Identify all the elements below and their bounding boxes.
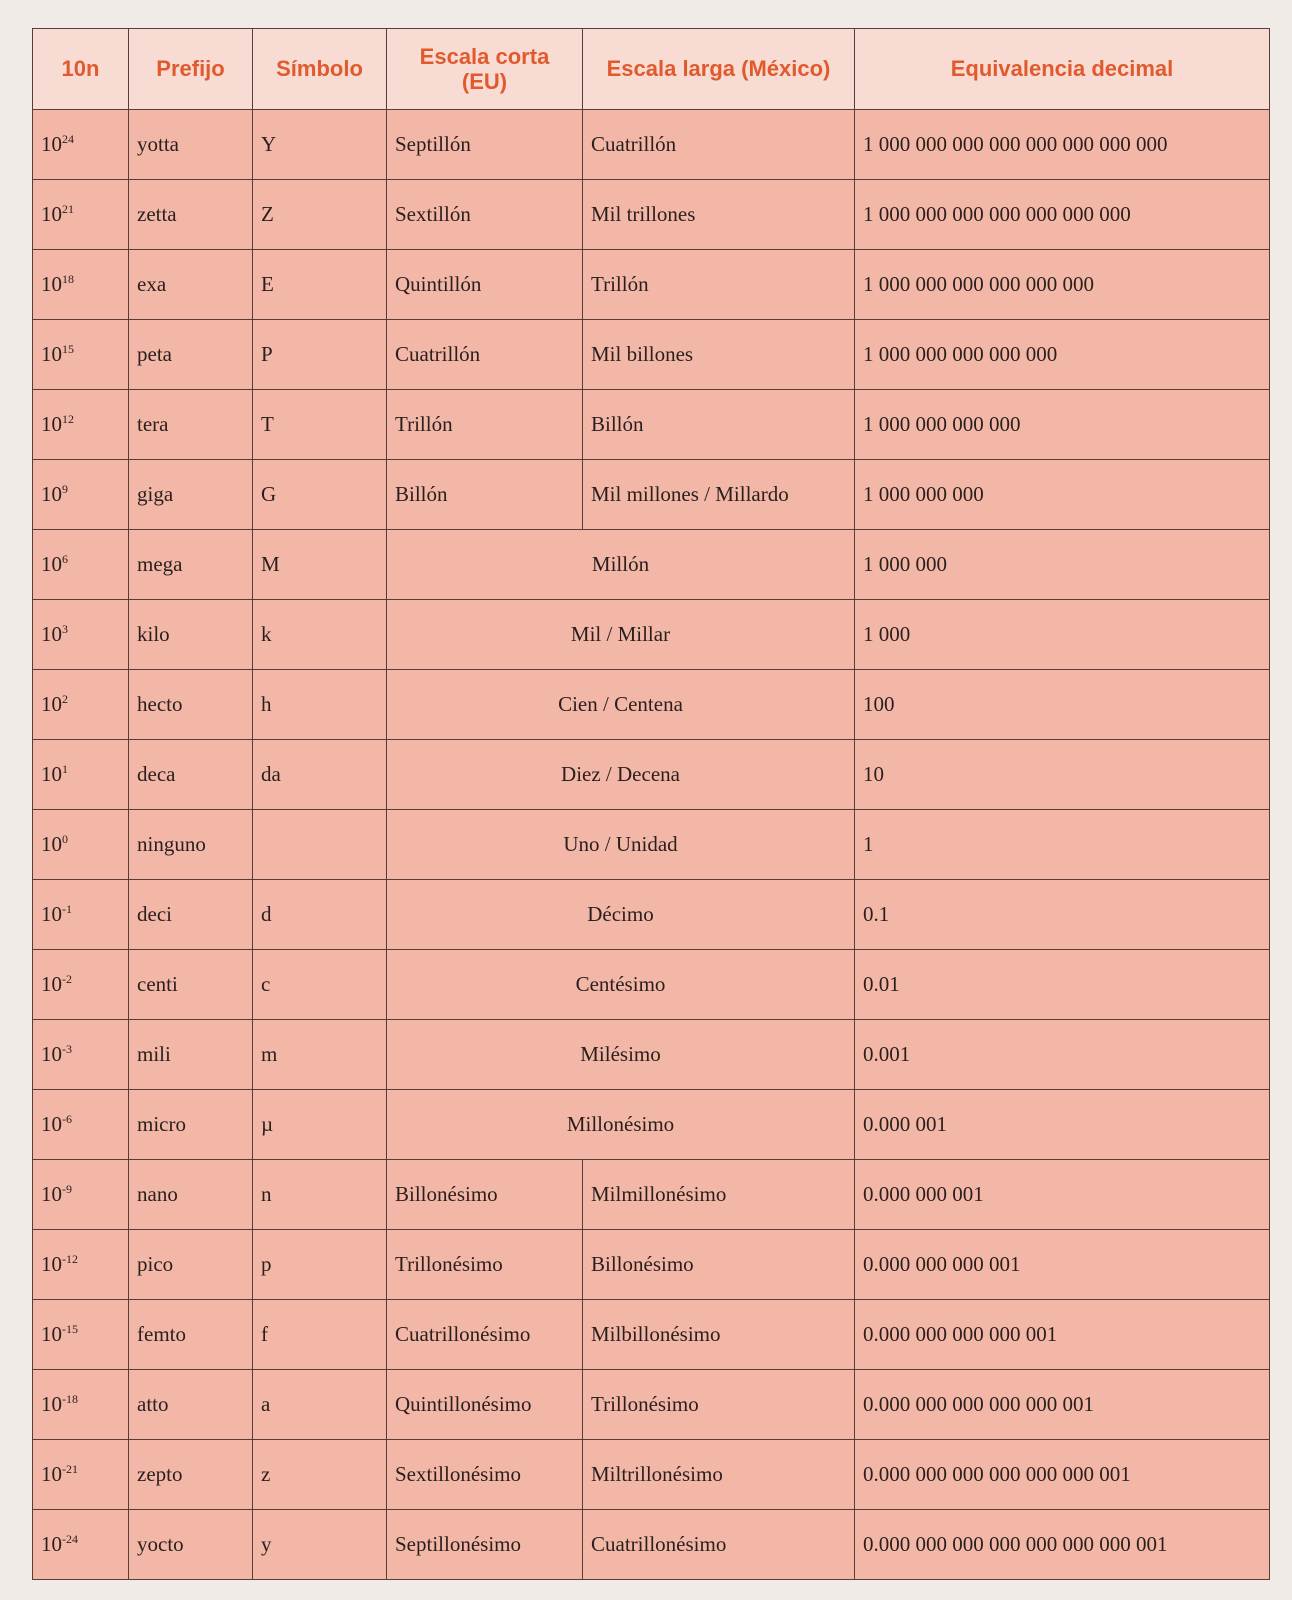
decimal-cell: 0.01 [855,950,1270,1020]
short-scale-cell: Quintillonésimo [387,1370,583,1440]
power-cell [33,1230,129,1300]
prefix-cell: yocto [129,1510,253,1580]
prefix-cell: zetta [129,180,253,250]
decimal-cell: 0.1 [855,880,1270,950]
decimal-cell: 1 000 000 000 000 000 000 000 000 [855,110,1270,180]
power-base: 10 [41,1252,62,1276]
header-short-scale: Escala corta (EU) [387,29,583,110]
scale-name-cell: Mil / Millar [387,600,855,670]
symbol-cell: y [253,1510,387,1580]
power-base: 10 [41,482,62,506]
table-row [33,390,1270,460]
table-row [33,1160,1270,1230]
power-base: 10 [41,902,62,926]
short-scale-cell: Billón [387,460,583,530]
power-exponent: 21 [62,202,74,216]
short-scale-cell: Sextillón [387,180,583,250]
decimal-cell: 0.000 000 000 001 [855,1230,1270,1300]
power-cell [33,1090,129,1160]
symbol-cell: z [253,1440,387,1510]
power-cell [33,1300,129,1370]
table-row [33,320,1270,390]
prefix-cell: giga [129,460,253,530]
power-cell [33,180,129,250]
power-exponent: 18 [62,272,74,286]
table-row [33,950,1270,1020]
power-exponent: 9 [62,482,68,496]
prefix-cell: pico [129,1230,253,1300]
symbol-cell: p [253,1230,387,1300]
symbol-cell [253,810,387,880]
table-row [33,250,1270,320]
table-row [33,600,1270,670]
si-prefix-table [32,28,1270,1580]
prefix-cell: atto [129,1370,253,1440]
symbol-cell: c [253,950,387,1020]
power-base: 10 [41,972,62,996]
power-base: 10 [41,1042,62,1066]
power-exponent: -21 [62,1462,78,1476]
symbol-cell: M [253,530,387,600]
power-exponent: -1 [62,902,72,916]
power-cell [33,670,129,740]
decimal-cell: 1 [855,810,1270,880]
symbol-cell: Y [253,110,387,180]
prefix-cell: hecto [129,670,253,740]
scale-name-cell: Uno / Unidad [387,810,855,880]
scale-name-cell: Milésimo [387,1020,855,1090]
power-cell [33,810,129,880]
power-base: 10 [41,622,62,646]
power-base: 10 [41,1322,62,1346]
prefix-cell: nano [129,1160,253,1230]
header-prefix: Prefijo [129,29,253,110]
scale-name-cell: Décimo [387,880,855,950]
long-scale-cell: Billón [583,390,855,460]
prefix-cell: zepto [129,1440,253,1510]
power-base: 10 [41,202,62,226]
symbol-cell: n [253,1160,387,1230]
decimal-cell: 1 000 000 000 000 000 000 000 [855,180,1270,250]
long-scale-cell: Milmillonésimo [583,1160,855,1230]
power-base: 10 [41,132,62,156]
power-base: 10 [41,552,62,576]
power-exponent: 2 [62,692,68,706]
symbol-cell: da [253,740,387,810]
table-row [33,1440,1270,1510]
power-cell [33,1440,129,1510]
decimal-cell: 1 000 000 000 000 000 [855,320,1270,390]
long-scale-cell: Cuatrillón [583,110,855,180]
table-row [33,740,1270,810]
symbol-cell: f [253,1300,387,1370]
decimal-cell: 0.000 000 000 000 000 000 000 001 [855,1510,1270,1580]
symbol-cell: Z [253,180,387,250]
table-row [33,1230,1270,1300]
prefix-cell: femto [129,1300,253,1370]
power-cell [33,110,129,180]
power-cell [33,1510,129,1580]
long-scale-cell: Mil trillones [583,180,855,250]
power-base: 10 [41,832,62,856]
power-exponent: 3 [62,622,68,636]
table-row [33,460,1270,530]
decimal-cell: 1 000 000 [855,530,1270,600]
power-cell [33,950,129,1020]
short-scale-cell: Sextillonésimo [387,1440,583,1510]
power-cell [33,320,129,390]
short-scale-cell: Septillón [387,110,583,180]
power-exponent: 24 [62,132,74,146]
power-base: 10 [41,1182,62,1206]
power-base: 10 [41,1532,62,1556]
decimal-cell: 100 [855,670,1270,740]
power-base: 10 [41,342,62,366]
decimal-cell: 1 000 000 000 000 [855,390,1270,460]
power-cell [33,390,129,460]
power-exponent: 15 [62,342,74,356]
power-exponent: -6 [62,1112,72,1126]
symbol-cell: h [253,670,387,740]
header-row [33,29,1270,110]
long-scale-cell: Trillonésimo [583,1370,855,1440]
short-scale-cell: Trillón [387,390,583,460]
decimal-cell: 0.000 001 [855,1090,1270,1160]
header-decimal: Equivalencia decimal [855,29,1270,110]
scale-name-cell: Millonésimo [387,1090,855,1160]
prefix-cell: centi [129,950,253,1020]
table-row [33,110,1270,180]
power-base: 10 [41,1392,62,1416]
long-scale-cell: Mil billones [583,320,855,390]
symbol-cell: a [253,1370,387,1440]
symbol-cell: m [253,1020,387,1090]
decimal-cell: 0.000 000 001 [855,1160,1270,1230]
power-exponent: -18 [62,1392,78,1406]
prefix-cell: peta [129,320,253,390]
power-base: 10 [41,762,62,786]
short-scale-cell: Trillonésimo [387,1230,583,1300]
decimal-cell: 1 000 [855,600,1270,670]
header-symbol: Símbolo [253,29,387,110]
prefix-cell: deci [129,880,253,950]
power-exponent: 0 [62,832,68,846]
prefix-cell: ninguno [129,810,253,880]
power-base: 10 [41,1112,62,1136]
table-header [33,29,1270,110]
decimal-cell: 0.000 000 000 000 000 001 [855,1370,1270,1440]
table-body [33,110,1270,1580]
short-scale-cell: Billonésimo [387,1160,583,1230]
power-base: 10 [41,412,62,436]
power-cell [33,880,129,950]
power-cell [33,740,129,810]
prefix-cell: tera [129,390,253,460]
prefix-cell: yotta [129,110,253,180]
short-scale-cell: Septillonésimo [387,1510,583,1580]
table-row [33,1300,1270,1370]
prefix-cell: exa [129,250,253,320]
decimal-cell: 0.000 000 000 000 000 000 001 [855,1440,1270,1510]
header-long-scale: Escala larga (México) [583,29,855,110]
power-exponent: 1 [62,762,68,776]
long-scale-cell: Milbillonésimo [583,1300,855,1370]
prefix-cell: mega [129,530,253,600]
long-scale-cell: Billonésimo [583,1230,855,1300]
power-cell [33,600,129,670]
power-base: 10 [41,1462,62,1486]
symbol-cell: d [253,880,387,950]
table-row [33,880,1270,950]
symbol-cell: E [253,250,387,320]
table-row [33,1370,1270,1440]
decimal-cell: 0.000 000 000 000 001 [855,1300,1270,1370]
power-exponent: -12 [62,1252,78,1266]
prefix-cell: micro [129,1090,253,1160]
prefix-cell: kilo [129,600,253,670]
table-row [33,670,1270,740]
power-exponent: -15 [62,1322,78,1336]
long-scale-cell: Cuatrillonésimo [583,1510,855,1580]
symbol-cell: µ [253,1090,387,1160]
header-power: 10n [33,29,129,110]
symbol-cell: T [253,390,387,460]
power-exponent: -9 [62,1182,72,1196]
table-row [33,810,1270,880]
decimal-cell: 0.001 [855,1020,1270,1090]
decimal-cell: 1 000 000 000 000 000 000 [855,250,1270,320]
power-cell [33,1370,129,1440]
power-exponent: -3 [62,1042,72,1056]
power-cell [33,460,129,530]
symbol-cell: k [253,600,387,670]
short-scale-cell: Cuatrillón [387,320,583,390]
power-cell [33,1160,129,1230]
table-row [33,1020,1270,1090]
scale-name-cell: Cien / Centena [387,670,855,740]
decimal-cell: 10 [855,740,1270,810]
short-scale-cell: Quintillón [387,250,583,320]
power-cell [33,530,129,600]
table-row [33,180,1270,250]
table-row [33,1090,1270,1160]
power-exponent: -24 [62,1532,78,1546]
symbol-cell: P [253,320,387,390]
long-scale-cell: Trillón [583,250,855,320]
power-cell [33,1020,129,1090]
scale-name-cell: Diez / Decena [387,740,855,810]
long-scale-cell: Miltrillonésimo [583,1440,855,1510]
power-exponent: -2 [62,972,72,986]
table-row [33,530,1270,600]
symbol-cell: G [253,460,387,530]
long-scale-cell: Mil millones / Millardo [583,460,855,530]
power-exponent: 6 [62,552,68,566]
scale-name-cell: Millón [387,530,855,600]
prefix-cell: mili [129,1020,253,1090]
power-base: 10 [41,692,62,716]
decimal-cell: 1 000 000 000 [855,460,1270,530]
scale-name-cell: Centésimo [387,950,855,1020]
prefix-cell: deca [129,740,253,810]
power-exponent: 12 [62,412,74,426]
power-cell [33,250,129,320]
power-base: 10 [41,272,62,296]
table-row [33,1510,1270,1580]
short-scale-cell: Cuatrillonésimo [387,1300,583,1370]
